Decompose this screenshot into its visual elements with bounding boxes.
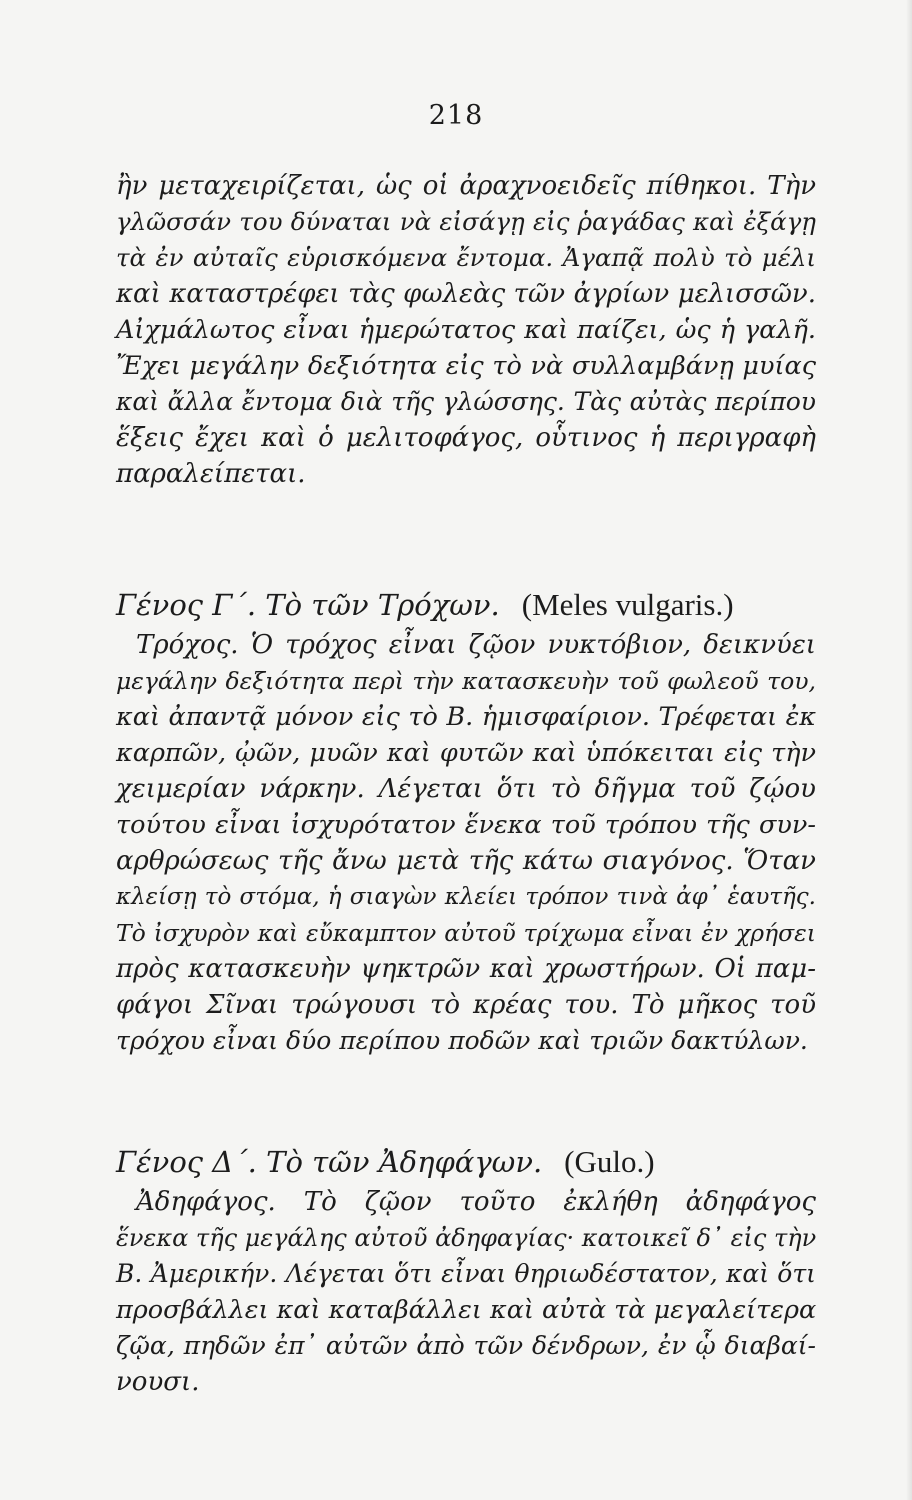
section-heading-d: [116, 1140, 816, 1184]
section-heading-latin: (Meles vulgaris.): [521, 587, 734, 622]
paragraph-continuation: [116, 168, 816, 492]
section-body-d: [116, 1184, 816, 1400]
section-body-g: [116, 627, 816, 1059]
text-line: μεγάλην δεξιότητα περὶ τὴν κατασκευὴν τοῦ φωλεοῦ του,: [116, 667, 816, 695]
text-line: ἢν μεταχειρίζεται, ὡς οἱ ἀραχνοειδεῖς πίθηκοι. Τὴν: [116, 171, 816, 201]
text-line: καὶ καταστρέφει τὰς φωλεὰς τῶν ἀγρίων μελισσῶν.: [116, 279, 816, 309]
text-line: Ἔχει μεγάλην δεξιότητα εἰς τὸ νὰ συλλαμβάνῃ μυίας: [116, 351, 816, 381]
text-line: Β. Ἀμερικήν. Λέγεται ὅτι εἶναι θηριωδέστατον, καὶ ὅτι: [116, 1259, 816, 1288]
text-line: τούτου εἶναι ἰσχυρότατον ἕνεκα τοῦ τρόπου τῆς συν-: [116, 810, 816, 840]
text-line: ἕξεις ἔχει καὶ ὁ μελιτοφάγος, οὗτινος ἡ περιγραφὴ: [116, 423, 816, 453]
text-line: προσβάλλει καὶ καταβάλλει καὶ αὐτὰ τὰ μεγαλείτερα: [116, 1295, 817, 1325]
section-heading-greek: Γένος Δ΄. Τὸ τῶν Ἀδηφάγων.: [116, 1145, 543, 1179]
text-line: καὶ ἄλλα ἔντομα διὰ τῆς γλώσσης. Τὰς αὐτὰς περίπου: [116, 387, 816, 416]
section-heading-greek: Γένος Γ΄. Τὸ τῶν Τρόχων.: [116, 588, 500, 622]
text-line: καὶ ἀπαντᾷ μόνον εἰς τὸ Β. ἡμισφαίριον. Τρέφεται ἐκ: [116, 702, 816, 732]
text-line: τρόχου εἶναι δύο περίπου ποδῶν καὶ τριῶν δακτύλων.: [116, 1026, 808, 1055]
text-line: χειμερίαν νάρκην. Λέγεται ὅτι τὸ δῆγμα τοῦ ζῴου: [116, 774, 816, 804]
text-line: κλείσῃ τὸ στόμα, ἡ σιαγὼν κλείει τρόπον τινὰ ἀφ᾿ ἑαυτῆς.: [116, 884, 816, 910]
text-line: Τρόχος. Ὁ τρόχος εἶναι ζῷον νυκτόβιον, δεικνύει: [136, 630, 816, 660]
text-line: παραλείπεται.: [116, 459, 306, 489]
text-line: Αἰχμάλωτος εἶναι ἡμερώτατος καὶ παίζει, ὡς ἡ γαλῆ.: [116, 315, 816, 345]
text-line: νουσι.: [116, 1367, 200, 1397]
text-line: τὰ ἐν αὐταῖς εὑρισκόμενα ἔντομα. Ἀγαπᾷ πολὺ τὸ μέλι: [116, 243, 816, 272]
page-edge-shadow: [906, 0, 912, 1500]
text-line: φάγοι Σῖναι τρώγουσι τὸ κρέας του. Τὸ μῆκος τοῦ: [116, 990, 816, 1020]
section-heading-latin: (Gulo.): [564, 1144, 655, 1179]
text-line: Τὸ ἰσχυρὸν καὶ εὔκαμπτον αὐτοῦ τρίχωμα εἶναι ἐν χρήσει: [116, 919, 816, 947]
text-line: αρθρώσεως τῆς ἄνω μετὰ τῆς κάτω σιαγόνος. Ὅταν: [116, 846, 816, 876]
section-heading-g: [116, 583, 816, 627]
text-line: ἕνεκα τῆς μεγάλης αὐτοῦ ἀδηφαγίας· κατοικεῖ δ᾿ εἰς τὴν: [116, 1224, 817, 1252]
text-line: ζῷα, πηδῶν ἐπ᾿ αὐτῶν ἀπὸ τῶν δένδρων, ἐν ᾧ διαβαί-: [116, 1331, 816, 1360]
page-number: 218: [428, 100, 484, 131]
text-line: γλῶσσάν του δύναται νὰ εἰσάγῃ εἰς ῥαγάδας καὶ ἐξάγῃ: [116, 207, 816, 236]
text-line: πρὸς κατασκευὴν ψηκτρῶν καὶ χρωστήρων. Οἱ παμ-: [116, 954, 816, 984]
text-line: καρπῶν, ᾠῶν, μυῶν καὶ φυτῶν καὶ ὑπόκειται εἰς τὴν: [116, 738, 816, 768]
text-line: Ἀδηφάγος. Τὸ ζῷον τοῦτο ἐκλήθη ἀδηφάγος: [136, 1187, 816, 1217]
